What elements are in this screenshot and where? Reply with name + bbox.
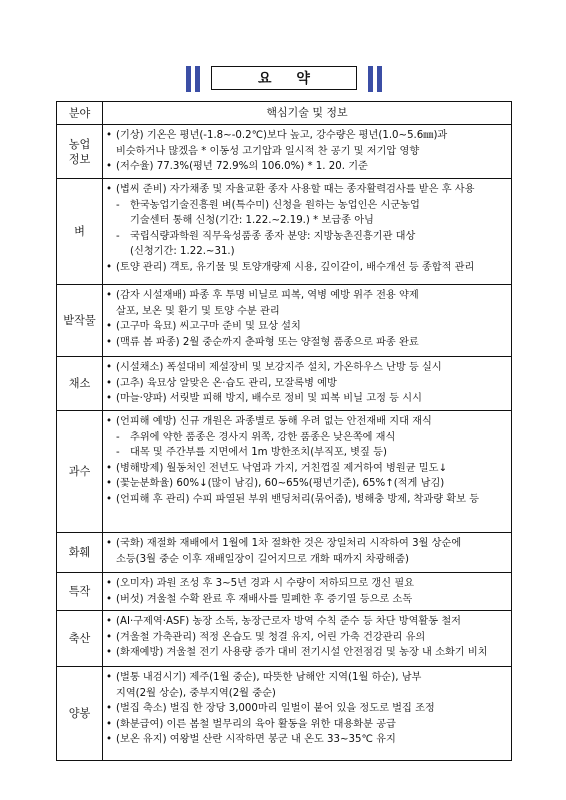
category-cell xyxy=(57,533,103,573)
dash-icon: - xyxy=(116,199,120,211)
bullet-item xyxy=(106,717,508,733)
bullet-item xyxy=(106,391,508,407)
item-text xyxy=(116,476,444,492)
category-label: 농업 xyxy=(68,137,91,151)
bullet-item xyxy=(106,701,508,717)
category-cell xyxy=(57,285,103,357)
bullet-item xyxy=(106,319,508,335)
bullet-icon: • xyxy=(106,616,113,627)
bullet-item xyxy=(106,288,508,319)
title-banner xyxy=(186,66,382,92)
item-text xyxy=(116,630,425,646)
category-label: 양봉 xyxy=(68,707,91,720)
item-line: (고추) 육묘상 알맞은 온·습도 관리, 모잘록병 예방 xyxy=(116,377,337,389)
page-title: 요 약 xyxy=(211,66,357,90)
content-cell xyxy=(103,411,512,533)
table-row xyxy=(57,411,512,533)
table-row xyxy=(57,533,512,573)
bullet-icon: • xyxy=(106,703,113,714)
dash-icon: - xyxy=(116,447,120,458)
item-line: 국립식량과학원 직무육성품종 종자 분양: 지방농촌진흥기관 대상 xyxy=(130,230,416,242)
category-cell xyxy=(57,611,103,667)
item-line: (토양 관리) 객토, 유기물 및 토양개량제 시용, 깊이갈이, 배수개선 등 종합적 관리 xyxy=(116,261,475,273)
bullet-item xyxy=(106,461,508,477)
item-text xyxy=(116,670,421,701)
title-decoration-bar xyxy=(368,66,373,92)
item-line: (국화) 재절화 재배에서 1월에 1차 절화한 것은 장일처리 시작하여 3월 상순에 xyxy=(116,538,462,549)
item-text xyxy=(116,701,435,717)
bullet-item xyxy=(106,732,508,748)
sub-item xyxy=(106,229,508,260)
item-line: (겨울철 가축관리) 적정 온습도 및 청결 유지, 어린 가축 건강관리 유의 xyxy=(116,631,426,643)
item-text xyxy=(116,645,488,661)
bullet-item xyxy=(106,335,508,351)
item-line: (맥류 봄 파종) 2월 중순까지 춘파형 또는 양절형 품종으로 파종 완료 xyxy=(116,336,419,348)
item-line: (AI·구제역·ASF) 농장 소독, 농장근로자 방역 수칙 준수 등 차단 방역활동 철저 xyxy=(116,616,462,627)
bullet-icon: • xyxy=(106,647,113,658)
content-cell xyxy=(103,125,512,179)
category-cell xyxy=(57,411,103,533)
item-text xyxy=(130,229,415,260)
item-text xyxy=(116,335,419,351)
table-row xyxy=(57,667,512,761)
table-row xyxy=(57,179,512,285)
category-label: 밭작물 xyxy=(63,314,96,327)
bullet-icon: • xyxy=(106,362,113,373)
item-line: 지역(2월 상순), 중부지역(2월 중순) xyxy=(116,687,276,699)
item-line: (기상) 기온은 평년(-1.8~-0.2℃)보다 높고, 강수량은 평년(1.0~5.6㎜)과 xyxy=(116,130,448,141)
bullet-icon: • xyxy=(106,321,113,332)
bullet-icon: • xyxy=(106,538,113,549)
content-cell xyxy=(103,357,512,411)
item-line: (벌집 축소) 벌집 한 장당 3,000마리 일벌이 붙어 있을 정도로 벌집 조정 xyxy=(116,703,435,714)
content-cell xyxy=(103,611,512,667)
bullet-icon: • xyxy=(106,130,113,141)
bullet-item xyxy=(106,576,508,592)
item-line: (버섯) 겨울철 수확 완료 후 재배사를 밀폐한 후 증기열 등으로 소독 xyxy=(116,593,413,605)
bullet-icon: • xyxy=(106,734,113,745)
bullet-item xyxy=(106,476,508,492)
item-line: (오미자) 과원 조성 후 3~5년 경과 시 수량이 저하되므로 갱신 필요 xyxy=(116,578,415,589)
item-line: 추위에 약한 품종은 경사지 위쪽, 강한 품종은 낮은쪽에 재식 xyxy=(130,431,396,443)
item-line: (감자 시설재배) 파종 후 투명 비닐로 피복, 역병 예방 위주 전용 약제 xyxy=(116,290,419,301)
item-line: (병해방제) 월동처인 전년도 낙엽과 가지, 거친껍질 제거하여 병원균 밀도↓ xyxy=(116,462,448,474)
table-row xyxy=(57,357,512,411)
bullet-item xyxy=(106,360,508,376)
item-line: (언피해 예방) 신규 개원은 과종별로 동해 우려 없는 안전재배 지대 재식 xyxy=(116,416,432,427)
item-line: (꽃눈분화율) 60%↓(많이 남김), 60~65%(평년기준), 65%↑(적게 남김) xyxy=(116,478,445,489)
category-label: 특작 xyxy=(68,585,91,598)
dash-icon: - xyxy=(116,230,120,242)
category-cell xyxy=(57,179,103,285)
bullet-icon: • xyxy=(106,416,113,427)
header-category: 분야 xyxy=(57,102,103,125)
bullet-icon: • xyxy=(106,462,113,474)
item-text xyxy=(116,391,422,407)
category-label: 축산 xyxy=(68,632,91,645)
sub-item xyxy=(106,445,508,461)
bullet-icon: • xyxy=(106,184,113,195)
table-body xyxy=(57,125,512,761)
content-cell xyxy=(103,179,512,285)
category-cell xyxy=(57,667,103,761)
bullet-item xyxy=(106,492,508,508)
item-text xyxy=(116,159,368,175)
bullet-icon: • xyxy=(106,336,113,348)
item-line: (화분급여) 이른 봄철 벌무리의 육아 활동을 위한 대용화분 공급 xyxy=(116,718,396,730)
item-line: 기술센터 통해 신청(기간: 1.22.~2.19.) * 보급종 아님 xyxy=(130,215,374,226)
item-line: 비슷하거나 많겠음 * 이동성 고기압과 일시적 찬 공기 및 저기압 영향 xyxy=(116,145,420,157)
item-line: (보온 유지) 여왕벌 산란 시작하면 봉군 내 온도 33~35℃ 유지 xyxy=(116,734,396,745)
item-text xyxy=(116,414,432,430)
item-text xyxy=(116,592,412,608)
header-content: 핵심기술 및 정보 xyxy=(103,102,512,125)
item-line: (저수율) 77.3%(평년 72.9%의 106.0%) * 1. 20. 기준 xyxy=(116,161,368,172)
title-decoration-bar xyxy=(195,66,200,92)
bullet-item xyxy=(106,592,508,608)
item-text xyxy=(116,182,474,198)
item-text xyxy=(116,128,447,159)
bullet-item xyxy=(106,414,508,430)
category-label: 벼 xyxy=(74,225,85,238)
content-cell xyxy=(103,533,512,573)
category-label: 과수 xyxy=(68,465,91,478)
item-line: (화재예방) 겨울철 전기 사용량 증가 대비 전기시설 안전점검 및 농장 내 소화기 비치 xyxy=(116,647,488,658)
bullet-icon: • xyxy=(106,672,113,683)
category-label: 채소 xyxy=(68,377,91,390)
dash-icon: - xyxy=(116,431,120,443)
item-text xyxy=(116,492,479,508)
bullet-icon: • xyxy=(106,631,113,643)
bullet-item xyxy=(106,536,508,567)
bullet-icon: • xyxy=(106,377,113,389)
item-line: 한국농업기술진흥원 벼(특수미) 신청을 원하는 농업인은 시군농업 xyxy=(130,199,420,211)
item-line: (고구마 육묘) 씨고구마 준비 및 묘상 설치 xyxy=(116,321,301,332)
bullet-icon: • xyxy=(106,478,113,489)
bullet-icon: • xyxy=(106,290,113,301)
bullet-item xyxy=(106,376,508,392)
bullet-item xyxy=(106,128,508,159)
bullet-icon: • xyxy=(106,718,113,730)
category-cell xyxy=(57,573,103,611)
bullet-item xyxy=(106,630,508,646)
item-text xyxy=(130,430,395,446)
item-line: (볍씨 준비) 자가채종 및 자율교환 종자 사용할 때는 종자활력검사를 받은 후 사용 xyxy=(116,184,475,195)
bullet-icon: • xyxy=(106,578,113,589)
category-cell xyxy=(57,125,103,179)
item-text xyxy=(116,461,447,477)
table-header-row xyxy=(57,102,512,125)
sub-item xyxy=(106,198,508,229)
item-text xyxy=(116,376,337,392)
item-line: (신청기간: 1.22.~31.) xyxy=(130,246,235,257)
table-row xyxy=(57,611,512,667)
bullet-icon: • xyxy=(106,493,113,505)
table-row xyxy=(57,125,512,179)
item-text xyxy=(116,614,461,630)
sub-item xyxy=(106,430,508,446)
item-text xyxy=(130,445,387,461)
item-line: (언피해 후 관리) 수피 파열된 부위 밴딩처리(묶어줌), 병해충 방제, 착과량 확보 등 xyxy=(116,493,480,505)
item-text xyxy=(116,319,301,335)
category-label: 화훼 xyxy=(68,546,91,559)
item-text xyxy=(116,717,396,733)
item-line: 살포, 보온 및 환기 및 토양 수분 관리 xyxy=(116,305,280,317)
content-cell xyxy=(103,285,512,357)
category-cell xyxy=(57,357,103,411)
bullet-item xyxy=(106,645,508,661)
item-text xyxy=(116,260,474,276)
bullet-icon: • xyxy=(106,393,113,404)
bullet-item xyxy=(106,159,508,175)
bullet-icon: • xyxy=(106,261,113,273)
title-decoration-bar xyxy=(186,66,191,92)
item-text xyxy=(116,732,396,748)
item-line: 대목 및 주간부를 지면에서 1m 방한조치(부직포, 볏짚 등) xyxy=(130,447,387,458)
item-line: 소등(3월 중순 이후 재배일장이 길어지므로 개화 때까지 차광해줌) xyxy=(116,553,409,565)
bullet-icon: • xyxy=(106,161,113,172)
content-cell xyxy=(103,667,512,761)
item-text xyxy=(116,288,419,319)
bullet-item xyxy=(106,614,508,630)
item-line: (마늘·양파) 서릿발 피해 방지, 배수로 정비 및 피복 비닐 고정 등 시시 xyxy=(116,393,422,404)
item-text xyxy=(116,360,442,376)
bullet-item xyxy=(106,670,508,701)
summary-table xyxy=(56,101,512,761)
table-row xyxy=(57,573,512,611)
bullet-item xyxy=(106,260,508,276)
title-decoration-bar xyxy=(377,66,382,92)
table-row xyxy=(57,285,512,357)
bullet-icon: • xyxy=(106,593,113,605)
category-label: 정보 xyxy=(68,152,91,166)
item-text xyxy=(116,536,461,567)
content-cell xyxy=(103,573,512,611)
item-text xyxy=(130,198,420,229)
item-line: (시설채소) 폭설대비 제설장비 및 보강지주 설치, 가온하우스 난방 등 실시 xyxy=(116,362,442,373)
bullet-item xyxy=(106,182,508,198)
item-text xyxy=(116,576,414,592)
item-line: (벌통 내검시기) 제주(1월 중순), 따뜻한 남해안 지역(1월 하순), 남부 xyxy=(116,672,422,683)
